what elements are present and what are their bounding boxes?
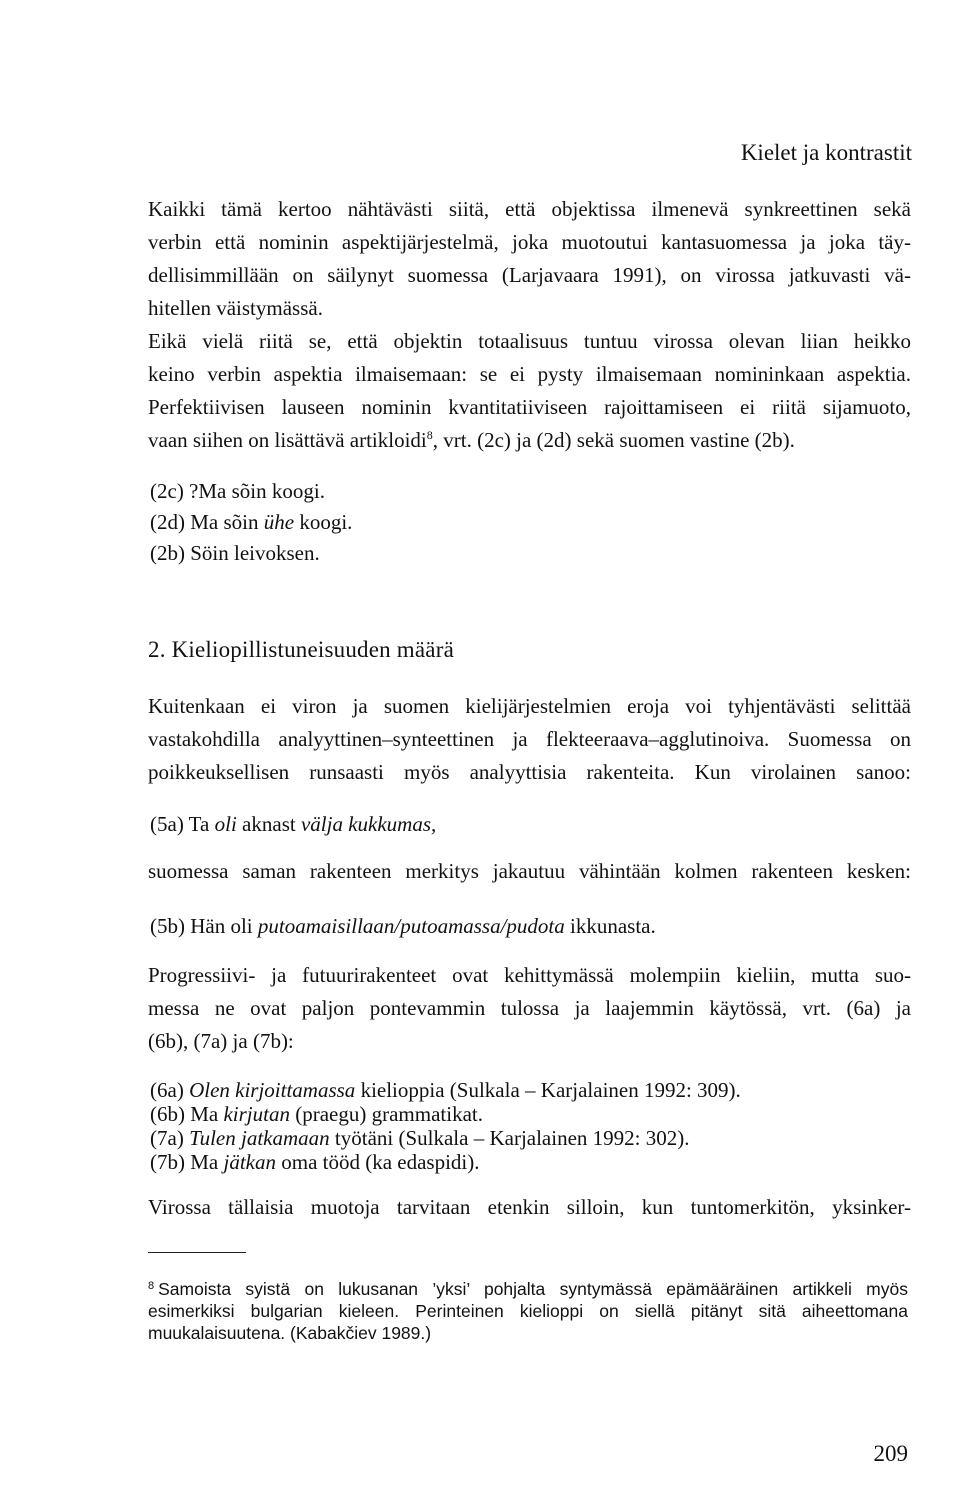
running-header: Kielet ja kontrastit [740,140,912,165]
example-italic: Tulen jatkamaan [189,1126,330,1150]
text-line: Virossa tällaisia muotoja tarvitaan etenkin silloin, kun tuntomerkitön, yksinker- [148,1195,911,1219]
example-italic: putoamaisillaan/putoamassa/pudota [257,914,565,938]
text-line: vastakohdilla analyyttinen–synteettinen ja flekteeraava–agglutinoiva. Suomessa on [148,727,911,751]
example-text: kielioppia (Sulkala – Karjalainen 1992: 309). [355,1078,741,1102]
text-line: Kuitenkaan ei viron ja suomen kielijärjestelmien eroja voi tyhjentävästi selittää [148,694,911,718]
text-line: suomessa saman rakenteen merkitys jakautuu vähintään kolmen rakenteen kesken: [148,859,911,883]
text-line: (6b), (7a) ja (7b): [148,1029,294,1053]
example-7a [150,1128,741,1152]
paragraph-5 [148,965,911,1064]
example-5a [150,814,436,845]
footnote-line [148,1281,908,1303]
example-6a [150,1080,741,1104]
example-italic: välja kukkumas, [300,812,437,836]
example-line [150,916,656,947]
paragraph-4 [148,861,911,894]
section-number: 2. [148,637,166,662]
text-line: Kaikki tämä kertoo nähtävästi siitä, että objektissa ilmenevä synkreettinen sekä [148,197,911,221]
text-line: poikkeuksellisen runsaasti myös analyyttisia rakenteita. Kun virolainen sanoo: [148,760,911,784]
example-text: oma tööd (ka edaspidi). [275,1150,480,1174]
example-2b: (2b) Söin leivoksen. [150,541,320,565]
paragraph-2 [148,331,911,463]
example-label: (6a) [150,1078,190,1102]
example-italic: oli [214,812,237,836]
footnote [148,1281,908,1347]
example-label: (7b) Ma [150,1150,224,1174]
text-line: Eikä vielä riitä se, että objektin totaalisuus tuntuu virossa olevan liian heikko [148,329,911,353]
example-italic: ühe [263,510,295,534]
example-label: (7a) [150,1126,190,1150]
footnote-line: esimerkiksi bulgarian kieleen. Perinteinen kielioppi on siellä pitänyt sitä aiheettomana [148,1301,908,1321]
example-2c: (2c) ?Ma sõin koogi. [150,479,325,503]
footnote-mark: 8 [148,1280,155,1292]
text-line: Perfektiivisen lauseen nominin kvantitatiiviseen rajoittamiseen ei riitä sijamuoto, [148,395,911,419]
example-label: (5a) Ta [150,812,215,836]
example-text: ikkunasta. [564,914,656,938]
example-text: aknast [236,812,301,836]
footnote-reference: 8 [426,428,433,442]
example-6b [150,1104,741,1128]
example-text: työtäni (Sulkala – Karjalainen 1992: 302). [329,1126,690,1150]
paragraph-1 [148,199,911,331]
footnote-rule [148,1252,246,1253]
text-line [148,430,911,463]
text-line: verbin että nominin aspektijärjestelmä, joka muotoutui kantasuomessa ja joka täy- [148,230,911,254]
example-label: (2d) Ma sõin [150,510,264,534]
example-italic: Olen kirjoittamassa [189,1078,356,1102]
example-text: koogi. [294,510,353,534]
example-italic: jätkan [223,1150,276,1174]
footnote-text: Samoista syistä on lukusanan ’yksi’ pohjalta syntymässä epämääräinen artikkeli myös [158,1279,908,1299]
text-segment: vaan siihen on lisättävä artikloidi [148,428,427,452]
example-italic: kirjutan [223,1102,290,1126]
example-label: (5b) Hän oli [150,914,258,938]
section-heading [148,637,454,663]
text-line: dellisimmillään on säilynyt suomessa (Larjavaara 1991), on virossa jatkuvasti vä- [148,263,911,287]
text-line: keino verbin aspektia ilmaisemaan: se ei pysty ilmaisemaan nomininkaan aspektia. [148,362,911,386]
text-segment: , vrt. (2c) ja (2d) sekä suomen vastine (2b). [432,428,795,452]
text-line: messa ne ovat paljon pontevammin tulossa ja laajemmin käytössä, vrt. (6a) ja [148,996,911,1020]
section-title: Kieliopillistuneisuuden määrä [171,637,454,662]
examples-2 [150,481,352,574]
example-7b [150,1152,741,1176]
example-2d [150,512,352,543]
footnote-line: muukalaisuutena. (Kabakčiev 1989.) [148,1323,432,1343]
paragraph-6 [148,1197,911,1230]
example-label: (6b) Ma [150,1102,224,1126]
text-line: Progressiivi- ja futuurirakenteet ovat kehittymässä molempiin kieliin, mutta suo- [148,963,911,987]
example-text: (praegu) grammatikat. [289,1102,483,1126]
paragraph-3 [148,696,911,795]
page-number: 209 [873,1441,908,1466]
example-line [150,814,436,845]
text-line: hitellen väistymässä. [148,296,323,320]
examples-6-7 [150,1080,741,1176]
example-5b [150,916,656,947]
